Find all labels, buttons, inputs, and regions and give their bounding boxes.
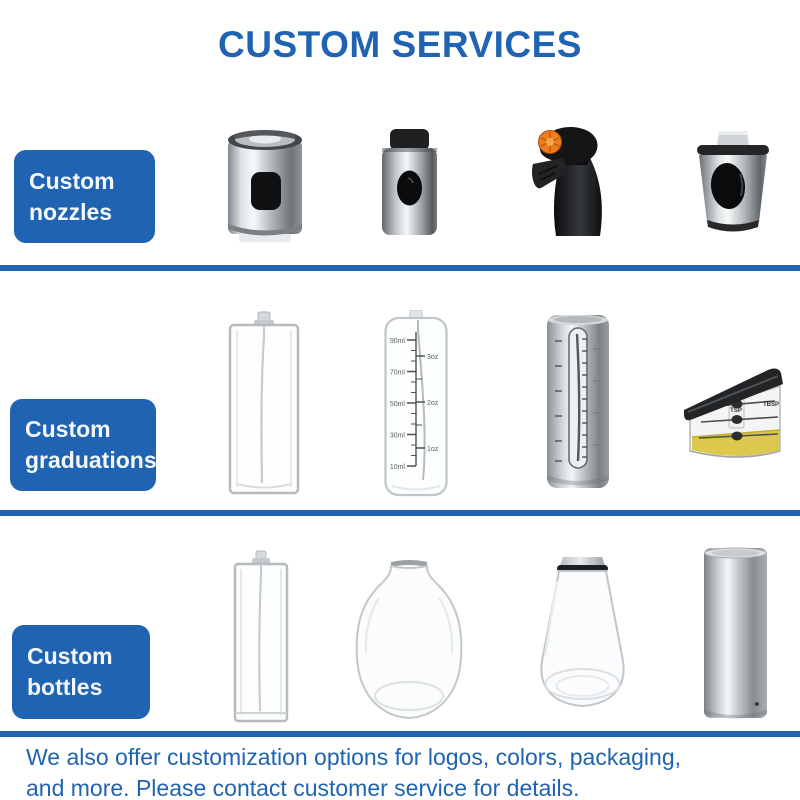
- graduated-glass-bottle-icon: [384, 310, 448, 498]
- row-label-custom-graduations: [10, 399, 156, 491]
- teardrop-glass-bottle-icon: [349, 558, 469, 725]
- footer-line1: We also offer customization options for logos, colors, packaging,: [26, 744, 681, 770]
- product-teardrop-glass-bottle: [349, 558, 469, 725]
- measuring-cap-icon: [682, 364, 789, 467]
- ml-label-10: 10ml: [389, 464, 405, 471]
- steel-cylinder-bottle-icon: [702, 544, 769, 722]
- tapered-steel-cap-icon: [694, 129, 772, 237]
- product-graduated-glass-bottle: [384, 310, 448, 498]
- product-steel-cylinder-bottle: [702, 544, 769, 722]
- ml-label-90: 90ml: [389, 338, 405, 345]
- row-label-line1: Custom: [27, 643, 113, 669]
- product-steel-cap-black-top: [381, 129, 438, 237]
- footer-note: [26, 742, 681, 800]
- product-steel-nozzle-cap: [225, 126, 305, 244]
- row-label-custom-bottles: [12, 625, 150, 719]
- ml-label-30: 30ml: [389, 432, 405, 440]
- row-label-line2: nozzles: [29, 198, 113, 225]
- row-label-line1: Custom: [25, 416, 111, 442]
- product-slim-glass-sprayer: [228, 549, 294, 726]
- page-title: CUSTOM SERVICES: [218, 24, 582, 65]
- row-label-line2: graduations: [25, 447, 157, 473]
- oz-label-1: 1oz: [427, 446, 439, 453]
- row-label-custom-nozzles: [14, 150, 155, 243]
- footer-line2: and more. Please contact customer service for details.: [26, 775, 580, 800]
- section-divider: [0, 265, 800, 271]
- section-divider: [0, 510, 800, 516]
- oz-label-3: 3oz: [427, 354, 439, 361]
- black-spray-trigger-icon: [527, 122, 607, 240]
- conical-glass-bottle-icon: [523, 556, 642, 718]
- product-steel-scale-window-bottle: [546, 311, 610, 491]
- slim-glass-sprayer-icon: [228, 549, 294, 726]
- ml-label-70: 70ml: [389, 369, 405, 377]
- square-glass-sprayer-icon: [228, 311, 300, 496]
- tsp-label: TSP: [730, 408, 742, 414]
- section-divider: [0, 731, 800, 737]
- product-tapered-steel-cap: [694, 129, 772, 237]
- steel-cap-black-top-icon: [381, 129, 438, 237]
- product-square-glass-sprayer: [228, 311, 300, 496]
- product-black-spray-trigger: [527, 122, 607, 240]
- oz-label-2: 2oz: [427, 400, 439, 407]
- product-measuring-cap: [682, 364, 789, 467]
- product-conical-glass-bottle: [523, 556, 642, 718]
- row-label-line2: bottles: [27, 674, 103, 700]
- ml-label-50: 50ml: [389, 401, 405, 408]
- steel-scale-window-bottle-icon: [546, 311, 610, 491]
- row-label-line1: Custom: [29, 167, 115, 194]
- steel-nozzle-cap-icon: [225, 126, 305, 244]
- tbsp-label: TBSP: [762, 402, 780, 408]
